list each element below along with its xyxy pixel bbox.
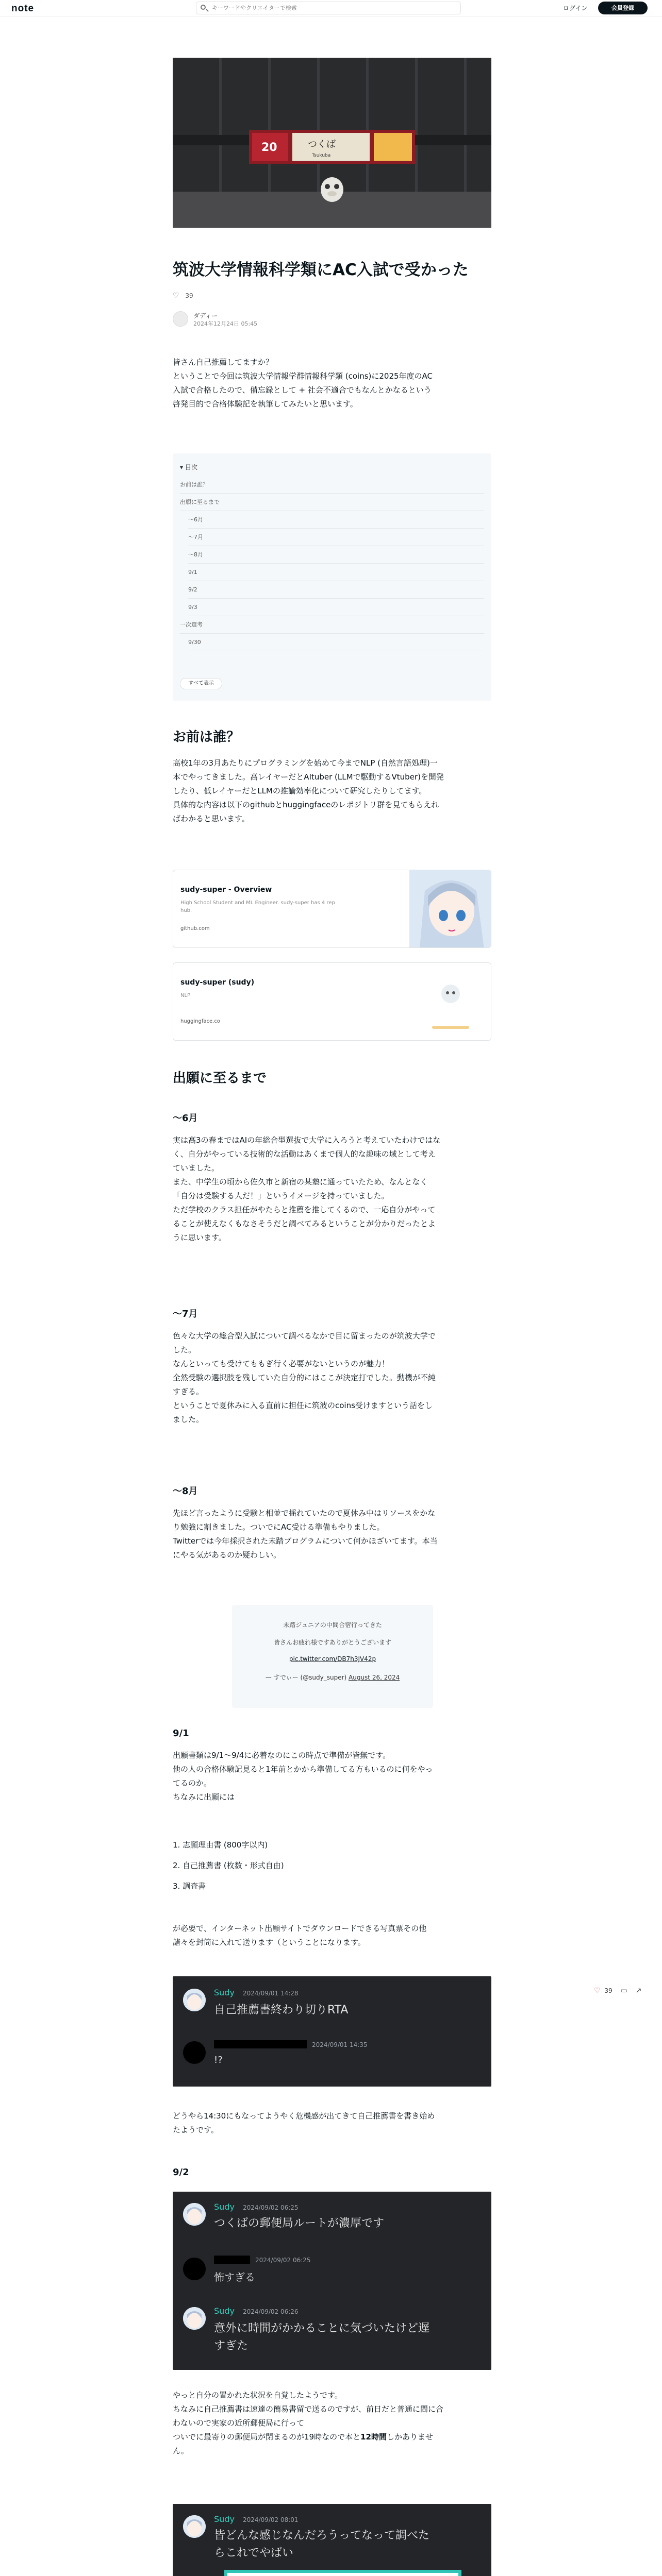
- login-link[interactable]: ログイン: [563, 5, 588, 12]
- user-avatar: [183, 2203, 206, 2226]
- note-logo[interactable]: note: [11, 3, 35, 14]
- svg-text:20: 20: [261, 141, 277, 154]
- after-tweet-1-paragraph: どうやら14:30にもなってようやく危機感が出てきて自己推薦書を書き始め たようです。: [173, 2111, 435, 2134]
- user-avatar: [183, 1989, 206, 2011]
- share-icon[interactable]: ↗: [635, 1987, 642, 1995]
- tweet-screenshot-2: Sudy 2024/09/02 06:25 つくばの郵便局ルートが濃厚です 2024/09/02 06:25 怖すぎる Sudy 2024/09/02 06:26 意外に時間がかかることに気づいたけど遅 すぎた: [173, 2192, 491, 2370]
- author-name[interactable]: ダディー: [193, 312, 218, 319]
- heading-august: 〜8月: [173, 1486, 198, 1497]
- search-box[interactable]: [196, 2, 461, 14]
- heading-9-2: 9/2: [173, 2167, 189, 2178]
- article-title: 筑波大学情報科学類にAC入試で受かった: [173, 261, 469, 279]
- heading-who: お前は誰？: [173, 730, 240, 745]
- top-bar: [0, 0, 662, 16]
- post-date: 2024年12月24日 05:45: [193, 320, 258, 327]
- toc-item[interactable]: 9/30: [188, 634, 484, 651]
- hero-image: [173, 58, 491, 228]
- tweet-date-link[interactable]: August 26, 2024: [349, 1674, 400, 1681]
- documents-list: [173, 1837, 491, 1899]
- redacted-name: [214, 2040, 307, 2048]
- intro-paragraph: 皆さん自己推薦してますか？ ということで今回は筑波大学情報学群情報科学類 (coins)に2025年度のAC 入試で合格したので、備忘録として + 社会不適合でもなんとかなるという 啓発目的で合格体験記を執筆してみたいと思います。: [173, 358, 433, 409]
- redacted-avatar: [183, 2258, 206, 2280]
- heading-apply: 出願に至るまで: [173, 1071, 267, 1086]
- toc-item[interactable]: 出願に至るまで: [180, 494, 484, 511]
- tweet-embed[interactable]: 未踏ジュニアの中間合宿行ってきた 皆さんお疲れ様ですありがとうございます pic.twitter.com/DB7h3JV42p — すでぃー (@sudy_super) August 26, 2024: [232, 1605, 433, 1708]
- heading-june: 〜6月: [173, 1113, 198, 1124]
- author-avatar[interactable]: [173, 311, 188, 327]
- tweet-pic-link[interactable]: pic.twitter.com/DB7h3JV42p: [289, 1655, 376, 1663]
- sept1-after-paragraph: が必要で、インターネット出願サイトでダウンロードできる写真票その他 諸々を封筒に入れて送ります（ということになります。: [173, 1924, 427, 1947]
- svg-text:Tsukuba: Tsukuba: [312, 153, 331, 158]
- after-tweet-2-paragraph: やっと自分の置かれた状況を自覚したようです。 ちなみに自己推薦書は速達の簡易書留で送るのですが、前日だと普通に間に合 わないので実家の近所郵便局に行って ついでに最寄りの郵便局が閉まるのが19時なので本と12時間しかありませ ん。: [173, 2391, 444, 2455]
- list-item: 1. 志願理由書 (800字以内): [173, 1840, 268, 1850]
- redacted-avatar: [183, 2041, 206, 2064]
- huggingface-link-card[interactable]: sudy-super (sudy) NLP huggingface.co: [173, 962, 491, 1041]
- comment-icon[interactable]: ▭: [620, 1987, 627, 1995]
- github-link-card[interactable]: sudy-super - Overview High School Student and ML Engineer. sudy-super has 4 rep hub. github.com: [173, 870, 491, 948]
- like-count: 39: [604, 1987, 613, 1994]
- redacted-name: [214, 2256, 250, 2264]
- station-sign-photo: [173, 58, 491, 228]
- toc-item[interactable]: 9/2: [188, 581, 484, 599]
- toc-item[interactable]: 〜6月: [188, 511, 484, 529]
- toc-heading: ▾ 目次: [180, 464, 197, 471]
- heading-9-1: 9/1: [173, 1728, 189, 1739]
- toc-item[interactable]: お前は誰？: [180, 476, 484, 494]
- search-icon: [201, 5, 206, 10]
- sept1-paragraph: 出願書類は9/1〜9/4に必着なのにこの時点で準備が皆無です。 他の人の合格体験記見ると1年前とかから準備してる方もいるのに何をやっ てるのか。 ちなみに出願には: [173, 1751, 433, 1802]
- heart-icon[interactable]: ♡: [173, 292, 179, 300]
- svg-text:つくば: つくば: [308, 139, 336, 150]
- who-paragraph: 高校1年の3月あたりにプログラミングを始めて今までNLP (自然言語処理)一 本でやってきました。高レイヤーだとAItuber (LLMで駆動するVtuber)を開発 したり、低レイヤーだとLLMの推論効率化について研究したりしてます。 具体的な内容は以下のgithubとhuggingfaceのレポジトリ群を見てもらえれ ばわかると思います。: [173, 758, 444, 823]
- june-paragraph: 実は高3の春まではAIの年総合型選抜で大学に入ろうと考えていたわけではな く、自分がやっている技術的な活動はあくまで個人的な趣味の域として考え ていました。 また、中学生の頃から佐久市と新宿の某塾に通っていたため、なんとなく 「自分は受験する人だ！」というイメージを持っていました。 ただ学校のクラス担任がやたらと推薦を推してくるので、一応自分がやって ることが使えなくもなさそうだと調べてみるということが分かりだったとよ うに思います。: [173, 1136, 441, 1242]
- like-count-top[interactable]: ♡ 39: [173, 292, 193, 300]
- toc-item[interactable]: 9/1: [188, 564, 484, 581]
- user-avatar: [183, 2515, 206, 2538]
- user-avatar: [183, 2307, 206, 2330]
- august-paragraph: 先ほど言ったように受験と相並で揺れていたので夏休み中はリソースをかな り勉強に割きました。ついでにAC受ける準備もやりました。 Twitterでは今年採択された未踏プログラムについて何かほざいてます。本当 にやる気があるのか疑わしい。: [173, 1509, 438, 1560]
- table-of-contents: [173, 453, 491, 701]
- toc-item[interactable]: 〜7月: [188, 529, 484, 546]
- slide-image: [224, 2570, 461, 2576]
- toc-item[interactable]: 〜8月: [188, 546, 484, 564]
- toc-show-all-button[interactable]: すべて表示: [180, 678, 222, 689]
- heart-icon[interactable]: ♡: [594, 1987, 601, 1995]
- july-paragraph: 色々な大学の総合型入試について調べるなかで目に留まったのが筑波大学で した。 なんといっても受けてももぎ行く必要がないというのが魅力！ 全然受験の選択肢を残していた自分的にはここが決定打でした。動機が不純 すぎる。 ということで夏休みに入る直前に担任に筑波のcoins受けますという話をし ました。: [173, 1331, 436, 1424]
- toc-item[interactable]: 9/3: [188, 599, 484, 616]
- tweet-screenshot-1: Sudy 2024/09/01 14:28 自己推薦書終わり切りRTA 2024/09/01 14:35 !?: [173, 1976, 491, 2087]
- list-item: 2. 自己推薦書 (枚数・形式自由): [173, 1861, 284, 1870]
- tweet-screenshot-3: Sudy 2024/09/02 08:01 皆どんな感じなんだろうってなって調べた らこれでやばい: [173, 2504, 491, 2576]
- signup-button[interactable]: 会員登録: [598, 2, 648, 14]
- huggingface-thumbnail: [409, 963, 491, 1041]
- heading-july: 〜7月: [173, 1309, 198, 1319]
- search-input[interactable]: [211, 3, 453, 13]
- anime-avatar-thumbnail: [409, 870, 491, 948]
- list-item: 3. 調査書: [173, 1882, 206, 1891]
- toc-item[interactable]: 一次選考: [180, 616, 484, 634]
- floating-actions: [594, 1987, 641, 1999]
